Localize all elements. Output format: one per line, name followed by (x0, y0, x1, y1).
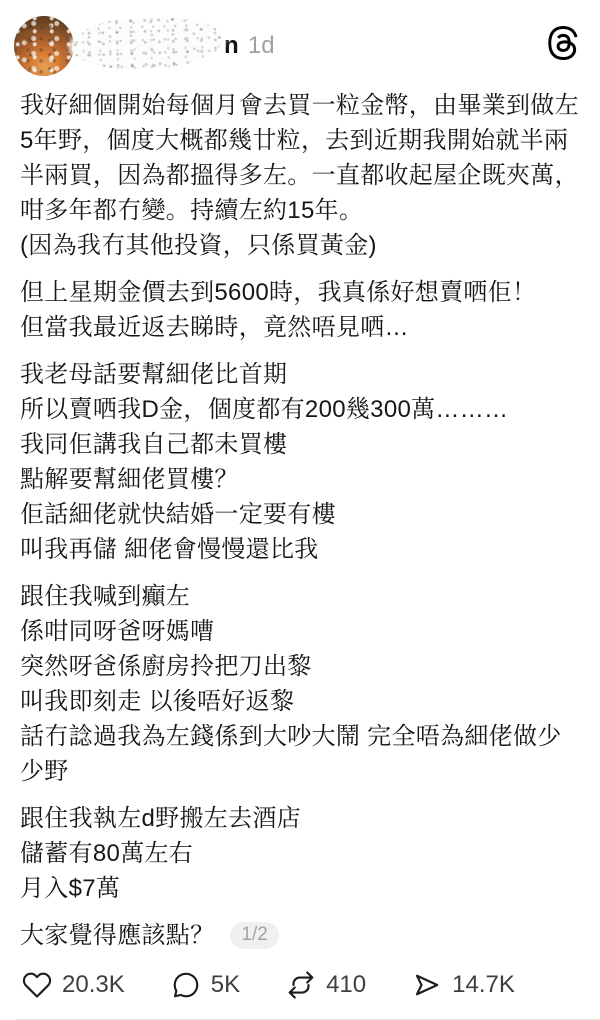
share-button[interactable] (412, 970, 515, 1000)
post-content (0, 88, 600, 953)
threads-logo-icon (546, 26, 580, 60)
post-text-line: 叫我再儲 細佬會慢慢還比我 (20, 536, 319, 563)
share-count: 14.7K (452, 971, 515, 998)
paragraph-1 (20, 88, 580, 263)
question-row (20, 918, 580, 953)
post-text-line: 話冇諗過我為左錢係到大吵大鬧 完全唔為細佬做少少野 (20, 723, 562, 785)
post-text-line: 點解要幫細佬買樓？ (20, 466, 239, 493)
comment-button[interactable] (171, 970, 240, 1000)
post-text-line: 所以賣哂我D金，個度都有200幾300萬……… (20, 396, 509, 423)
post-text-line: 我好細個開始每個月會去買一粒金幣，由畢業到做左5年野，個度大概都幾廿粒，去到近期我開始就半兩半兩買，因為都搵得多左。一直都收起屋企既夾萬，咁多年都冇變。持續左約15年。 (20, 92, 579, 224)
share-icon (412, 970, 442, 1000)
comment-icon (171, 970, 201, 1000)
page-indicator-badge[interactable]: 1/2 (230, 922, 278, 949)
heart-icon (22, 970, 52, 1000)
post-text-line: 跟住我執左d野搬左去酒店 (20, 805, 301, 832)
username-redaction-scribble (71, 14, 223, 71)
post-text-line: (因為我冇其他投資，只係買黃金) (20, 232, 377, 259)
timestamp: 1d (247, 32, 275, 59)
like-count: 20.3K (62, 971, 125, 998)
repost-button[interactable] (286, 970, 366, 1000)
paragraph-4 (20, 579, 580, 789)
post-text-line: 儲蓄有80萬左右 (20, 840, 194, 867)
paragraph-5 (20, 801, 580, 906)
avatar-redaction-scribble (14, 16, 74, 76)
post-text-line: 突然呀爸係廚房拎把刀出黎 (20, 653, 312, 680)
paragraph-2 (20, 275, 580, 345)
repost-icon (286, 970, 316, 1000)
repost-count: 410 (326, 971, 367, 998)
like-button[interactable] (22, 970, 125, 1000)
post-text-line: 我同佢講我自己都未買樓 (20, 431, 288, 458)
author-row (86, 23, 275, 69)
post-text-line: 佢話細佬就快結婚一定要有樓 (20, 501, 336, 528)
post-header (0, 0, 600, 88)
post-text-line: 我老母話要幫細佬比首期 (20, 361, 288, 388)
post-text-line: 月入$7萬 (20, 875, 121, 902)
action-bar (0, 965, 600, 1005)
comment-count: 5K (210, 971, 241, 998)
avatar[interactable] (14, 16, 74, 76)
post-text-line: 跟住我喊到癲左 (20, 583, 191, 610)
question-text: 大家覺得應該點？ (20, 922, 215, 949)
paragraph-3 (20, 357, 580, 567)
post-text-line: 但當我最近返去睇時，竟然唔見哂… (20, 314, 409, 341)
username-visible-suffix[interactable]: n (224, 32, 239, 59)
post-text-line: 叫我即刻走 以後唔好返黎 (20, 688, 295, 715)
post-text-line: 係咁同呀爸呀媽嘈 (20, 618, 215, 645)
post-text-line: 但上星期金價去到5600時，我真係好想賣哂佢！ (20, 279, 537, 306)
